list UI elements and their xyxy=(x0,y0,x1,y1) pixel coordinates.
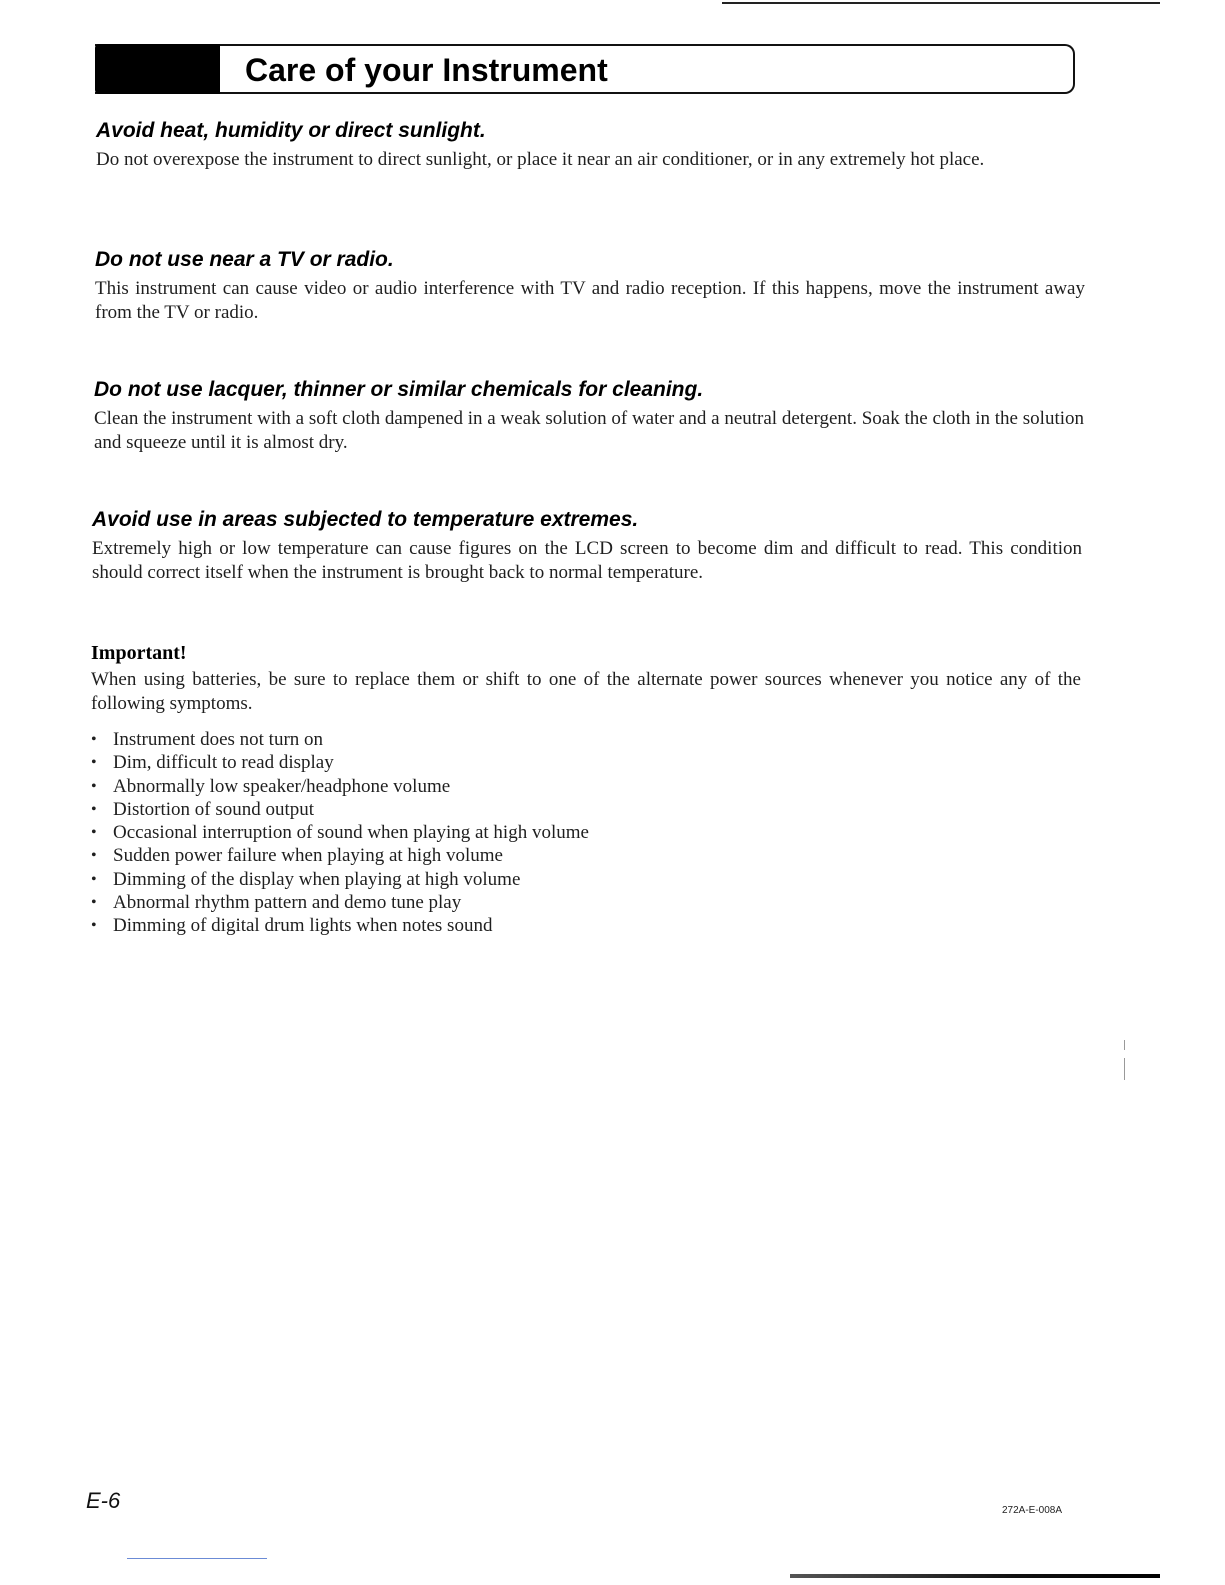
symptom-text: Abnormal rhythm pattern and demo tune play xyxy=(113,892,462,914)
list-item xyxy=(91,775,1081,798)
list-item xyxy=(91,914,1081,937)
section-heading: Do not use lacquer, thinner or similar chemicals for cleaning. xyxy=(94,378,704,401)
list-item xyxy=(91,844,1081,867)
symptom-text: Sudden power failure when playing at high volume xyxy=(113,845,503,867)
list-item xyxy=(91,821,1081,844)
document-code: 272A-E-008A xyxy=(1002,1505,1063,1516)
bullet-icon: • xyxy=(91,824,97,842)
bullet-icon: • xyxy=(91,894,97,912)
list-item xyxy=(91,728,1081,751)
section-heading: Do not use near a TV or radio. xyxy=(95,248,394,271)
important-body: When using batteries, be sure to replace them or shift to one of the alternate power sources whenever you notice any of the following symptoms. xyxy=(91,669,1081,714)
page-title: Care of your Instrument xyxy=(245,52,608,88)
bullet-icon: • xyxy=(91,754,97,772)
section-body: Extremely high or low temperature can cause figures on the LCD screen to become dim and difficult to read. This condition should correct itself when the instrument is brought back to normal temperature. xyxy=(92,538,1082,583)
list-item xyxy=(91,751,1081,774)
section-body: Do not overexpose the instrument to direct sunlight, or place it near an air conditioner, or in any extremely hot place. xyxy=(96,149,985,170)
page-number: E-6 xyxy=(86,1488,121,1513)
symptom-text: Dimming of digital drum lights when notes sound xyxy=(113,915,493,937)
bullet-icon: • xyxy=(91,777,97,795)
header-black-block xyxy=(95,44,220,94)
bottom-rule xyxy=(790,1574,1160,1578)
section-body: This instrument can cause video or audio interference with TV and radio reception. If this happens, move the instrument away from the TV or radio. xyxy=(95,278,1085,323)
edge-mark xyxy=(1124,1058,1125,1080)
section-body: Clean the instrument with a soft cloth dampened in a weak solution of water and a neutral detergent. Soak the cloth in the solution and squeeze until it is almost dry. xyxy=(94,408,1084,453)
bullet-icon: • xyxy=(91,731,97,748)
bullet-icon: • xyxy=(91,800,97,818)
list-item xyxy=(91,891,1081,914)
bottom-left-line xyxy=(127,1558,267,1559)
symptom-text: Distortion of sound output xyxy=(113,798,315,820)
symptom-list xyxy=(91,728,1081,938)
bullet-icon: • xyxy=(91,917,97,935)
symptom-text: Occasional interruption of sound when playing at high volume xyxy=(113,822,589,844)
top-rule xyxy=(722,2,1160,4)
symptom-text: Instrument does not turn on xyxy=(113,729,324,750)
important-notice xyxy=(91,640,1081,938)
important-heading: Important! xyxy=(91,642,187,664)
symptom-text: Abnormally low speaker/headphone volume xyxy=(113,775,451,797)
list-item xyxy=(91,868,1081,891)
symptom-text: Dim, difficult to read display xyxy=(113,752,334,774)
edge-mark xyxy=(1124,1040,1125,1050)
section-cleaning xyxy=(94,377,1084,455)
bullet-icon: • xyxy=(91,847,97,865)
symptom-text: Dimming of the display when playing at high volume xyxy=(113,868,521,890)
page-header xyxy=(95,44,1075,94)
bullet-icon: • xyxy=(91,870,97,888)
section-heat xyxy=(96,118,1086,172)
section-heading: Avoid use in areas subjected to temperature extremes. xyxy=(92,508,639,531)
section-heading: Avoid heat, humidity or direct sunlight. xyxy=(96,119,486,142)
list-item xyxy=(91,798,1081,821)
section-tv-radio xyxy=(95,247,1085,325)
section-temperature xyxy=(92,507,1082,585)
